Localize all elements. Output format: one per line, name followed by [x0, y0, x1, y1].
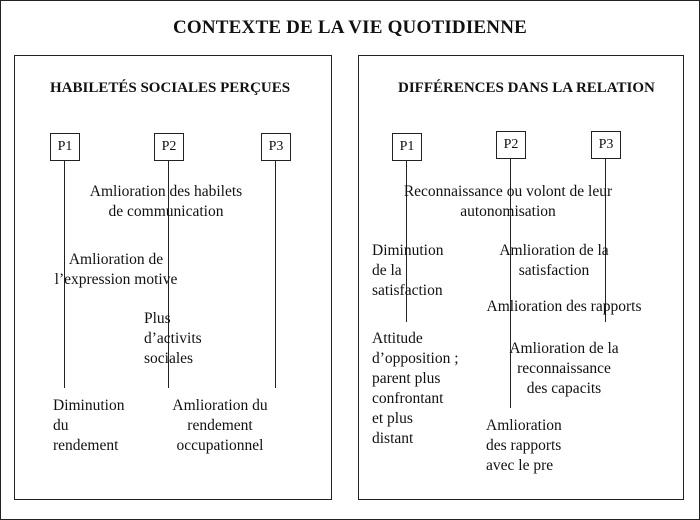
text-line: Amlioration des habilets: [89, 183, 243, 200]
text-line: occupationnel: [176, 437, 264, 454]
left-p1-performance: [53, 396, 124, 456]
text-line: Amlioration de la: [499, 242, 609, 259]
text-line: Diminution: [53, 397, 125, 414]
text-line: du: [53, 417, 69, 434]
text-line: reconnaissance: [517, 360, 611, 377]
right-p1-opposition: [372, 329, 459, 449]
text-line: et plus: [372, 410, 413, 427]
left-p3-box: P3: [261, 133, 291, 161]
text-line: satisfaction: [372, 282, 443, 299]
right-rapports: [476, 297, 652, 317]
text-line: rendement: [187, 417, 253, 434]
text-line: Amlioration des rapports: [486, 298, 642, 315]
text-line: Plus: [144, 310, 171, 327]
text-line: Amlioration de: [68, 251, 164, 268]
right-capacities: [500, 339, 628, 399]
text-line: de communication: [108, 203, 224, 220]
right-p3-box: P3: [591, 131, 621, 159]
text-line: distant: [372, 430, 414, 447]
right-shared-recognition: [394, 182, 622, 222]
text-line: d’opposition ;: [372, 350, 459, 367]
text-line: des rapports: [486, 437, 562, 454]
text-line: autonomisation: [460, 203, 556, 220]
left-p2-activities: [144, 309, 202, 369]
text-line: Amlioration de la: [509, 340, 619, 357]
text-line: d’activits: [144, 330, 202, 347]
left-p1-expression: [50, 250, 182, 290]
right-p1-satisfaction: [372, 241, 443, 301]
text-line: avec le pre: [486, 457, 554, 474]
diagram-title: CONTEXTE DE LA VIE QUOTIDIENNE: [172, 17, 528, 38]
left-shared-communication: [80, 182, 252, 222]
right-p2-father: [486, 416, 562, 476]
left-occupational-performance: [164, 396, 276, 456]
text-line: confrontant: [372, 390, 444, 407]
text-line: l’expression motive: [54, 271, 178, 288]
text-line: des capacits: [526, 380, 602, 397]
text-line: Amlioration: [486, 417, 562, 434]
left-p3-line: [275, 146, 276, 388]
text-line: Reconnaissance ou volont de leur: [403, 183, 613, 200]
right-p1-box: P1: [392, 133, 422, 161]
right-p2-satisfaction: [488, 241, 620, 281]
text-line: de la: [372, 262, 402, 279]
left-p1-box: P1: [50, 133, 80, 161]
text-line: parent plus: [372, 370, 441, 387]
text-line: Amlioration du: [172, 397, 268, 414]
text-line: rendement: [53, 437, 119, 454]
left-panel-title: HABILETÉS SOCIALES PERÇUES: [50, 80, 291, 96]
right-p2-box: P2: [496, 131, 526, 159]
right-p3-line: [605, 146, 606, 322]
text-line: satisfaction: [518, 262, 590, 279]
left-p2-box: P2: [154, 133, 184, 161]
text-line: Diminution: [372, 242, 444, 259]
text-line: Attitude: [372, 330, 423, 347]
text-line: sociales: [144, 350, 194, 367]
right-panel-title: DIFFÉRENCES DANS LA RELATION: [398, 80, 655, 96]
